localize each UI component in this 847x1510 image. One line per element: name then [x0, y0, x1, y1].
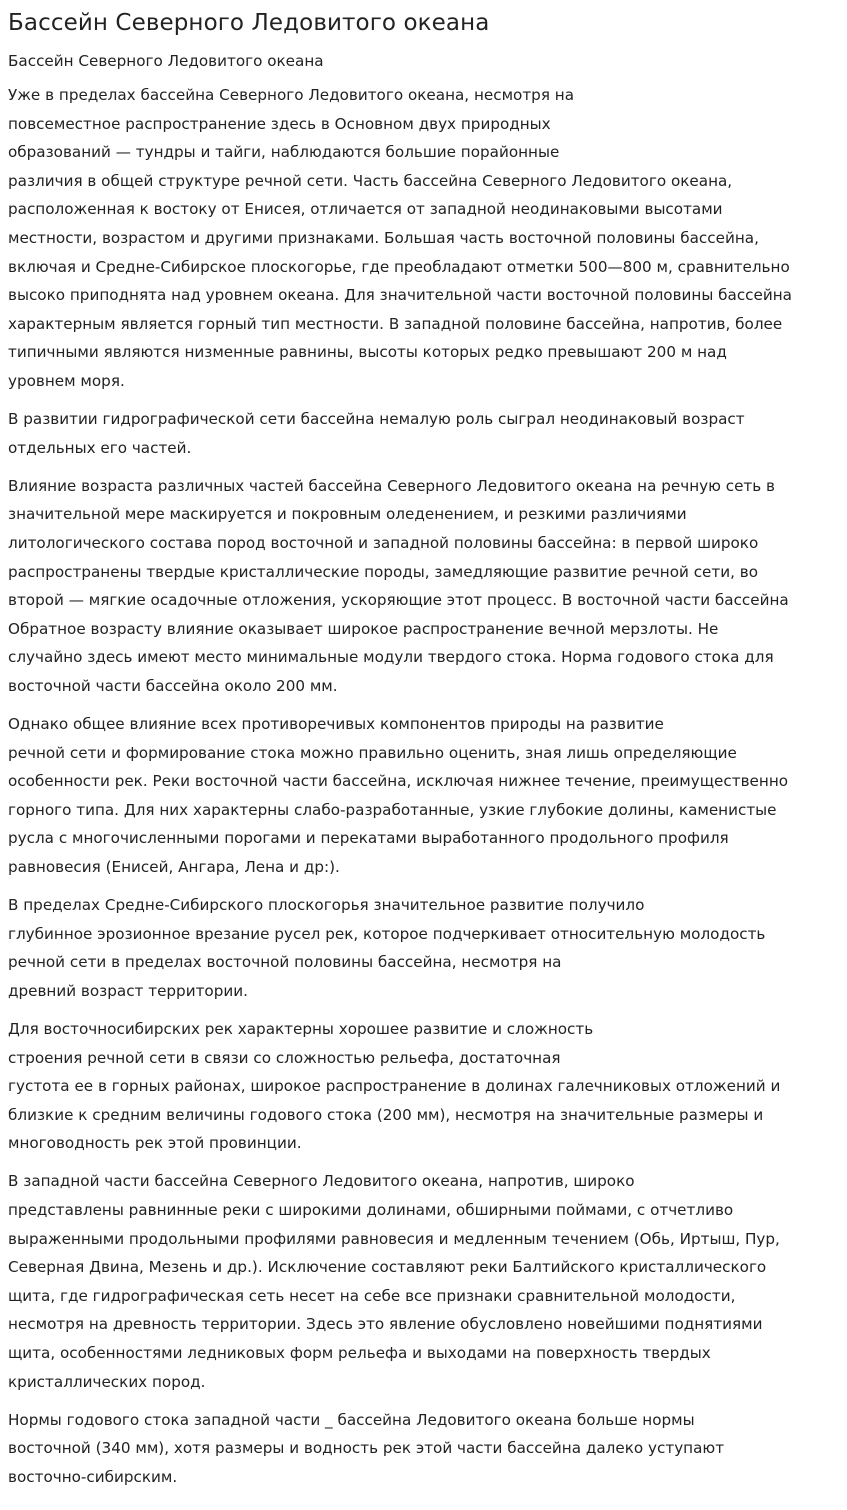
- paragraph-7: В западной части бассейна Северного Ледовитого океана, напротив, широко представлены равнинные реки с широкими долинами, обширными поймами, с отчетливо выраженными продольными профилями равновесия и медленным течением (Обь, Иртыш, Пур, Северная Двина, Мезень и др.). Исключение составляют реки Балтийского кристаллического щита, где гидрографическая сеть несет на себе все признаки сравнительной молодости, несмотря на древность территории. Здесь это явление обусловлено новейшими поднятиями щита, особенностями ледниковых форм рельефа и выходами на поверхность твердых кристаллических пород.: [8, 1172, 780, 1391]
- paragraph-5: В пределах Средне-Сибирского плоскогорья значительное развитие получило глубинное эрозионное врезание русел рек, которое подчеркивает относительную молодость речной сети в пределах восточной половины бассейна, несмотря на древний возраст территории.: [8, 896, 766, 1000]
- paragraph-8: Нормы годового стока западной части _ бассейна Ледовитого океана больше нормы восточной (340 мм), хотя размеры и водность рек этой части бассейна далеко уступают восточно-сибирским.: [8, 1410, 725, 1486]
- paragraph-2: В развитии гидрографической сети бассейна немалую роль сыграл неодинаковый возраст отдельных его частей.: [8, 410, 745, 457]
- paragraph-4: Однако общее влияние всех противоречивых компонентов природы на развитие речной сети и формирование стока можно правильно оценить, зная лишь определяющие особенности рек. Реки восточной части бассейна, исключая нижнее течение, преимущественно горного типа. Для них характерны слабо-разработанные, узкие глубокие долины, каменистые русла с многочисленными порогами и перекатами выработанного продольного профиля равновесия (Енисей, Ангара, Лена и др:).: [8, 714, 789, 876]
- page-title: Бассейн Северного Ледовитого океана: [8, 10, 490, 36]
- paragraph-3: Влияние возраста различных частей бассейна Северного Ледовитого океана на речную сеть в значительной мере маскируется и покровным оледенением, и резкими различиями литологического состава пород восточной и западной половины бассейна: в первой широко распространены твердые кристаллические породы, замедляющие развитие речной сети, во второй — мягкие осадочные отложения, ускоряющие этот процесс. В восточной части бассейна Обратное возрасту влияние оказывает широкое распространение вечной мерзлоты. Не случайно здесь имеют место минимальные модули твердого стока. Норма годового стока для восточной части бассейна около 200 мм.: [8, 476, 789, 695]
- paragraph-6: Для восточносибирских рек характерны хорошее развитие и сложность строения речной сети в связи со сложностью рельефа, достаточная густота ее в горных районах, широкое распространение в долинах галечниковых отложений и близкие к средним величины годового стока (200 мм), несмотря на значительные размеры и многоводность рек этой провинции.: [8, 1019, 781, 1153]
- paragraph-1: Уже в пределах бассейна Северного Ледовитого океана, несмотря на повсеместное распространение здесь в Основном двух природных образований — тундры и тайги, наблюдаются большие порайонные различия в общей структуре речной сети. Часть бассейна Северного Ледовитого океана, расположенная к востоку от Енисея, отличается от западной неодинаковыми высотами местности, возрастом и другими признаками. Большая часть восточной половины бассейна, включая и Средне-Сибирское плоскогорье, где преобладают отметки 500—800 м, сравнительно высоко приподнята над уровнем океана. Для значительной части восточной половины бассейна характерным является горный тип местности. В западной половине бассейна, напротив, более типичными являются низменные равнины, высоты которых редко превышают 200 м над уровнем моря.: [8, 86, 792, 390]
- page-subtitle: Бассейн Северного Ледовитого океана: [8, 52, 324, 70]
